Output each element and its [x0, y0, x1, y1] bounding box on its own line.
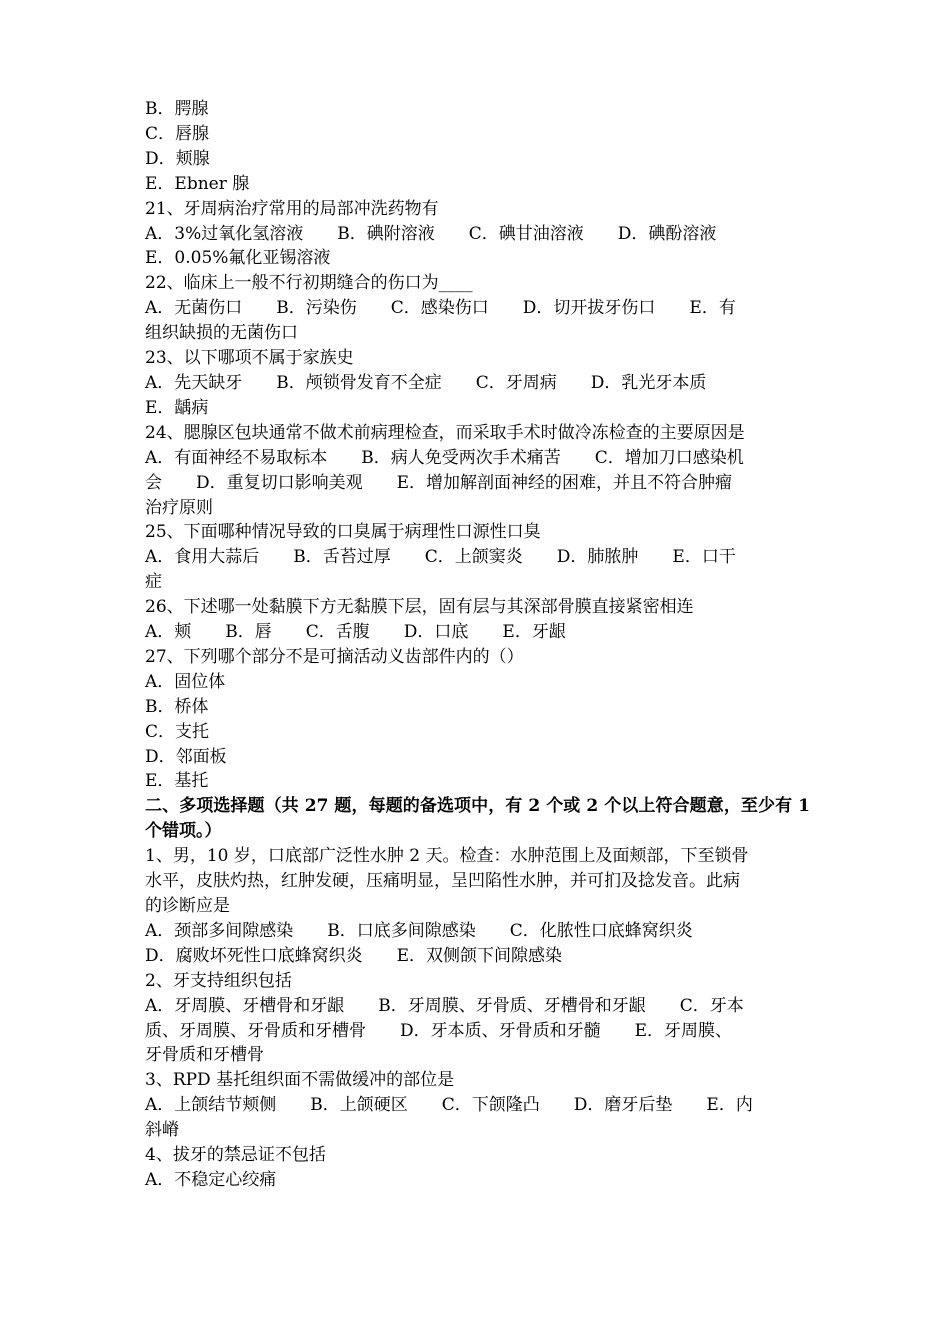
- section-heading: 二、多项选择题（共 27 题，每题的备选项中，有 2 个或 2 个以上符合题意，至少有 1 个错项。）: [145, 796, 810, 842]
- option-line: 质、牙周膜、牙骨质和牙槽骨 D．牙本质、牙骨质和牙髓 E．牙周膜、: [145, 1020, 733, 1041]
- question-line: 的诊断应是: [145, 896, 230, 916]
- option-line: 斜嵴: [145, 1120, 179, 1141]
- option-line: D．颊腺: [145, 148, 210, 169]
- option-line: A．食用大蒜后 B．舌苔过厚 C．上颌窦炎 D．肺脓肿 E．口干: [145, 547, 736, 568]
- question-line: 1、男，10 岁，口底部广泛性水肿 2 天。检查：水肿范围上及面颊部，下至锁骨: [145, 846, 749, 867]
- question-line: 26、下述哪一处黏膜下方无黏膜下层，固有层与其深部骨膜直接紧密相连: [145, 597, 694, 618]
- option-line: A．无菌伤口 B．污染伤 C．感染伤口 D．切开拔牙伤口 E．有: [145, 298, 736, 319]
- option-line: 症: [145, 572, 162, 593]
- option-line: A．不稳定心绞痛: [145, 1169, 277, 1190]
- option-line: A．3%过氧化氢溶液 B．碘附溶液 C．碘甘油溶液 D．碘酚溶液: [145, 223, 717, 244]
- question-line: 2、牙支持组织包括: [145, 970, 292, 991]
- option-line: B．桥体: [145, 696, 209, 717]
- question-line: 23、以下哪项不属于家族史: [145, 348, 354, 369]
- option-line: B．腭腺: [145, 99, 209, 119]
- option-line: 牙骨质和牙槽骨: [145, 1045, 264, 1066]
- option-line: D．邻面板: [145, 746, 227, 767]
- option-line: 会 D．重复切口影响美观 E．增加解剖面神经的困难，并且不符合肿瘤: [145, 472, 733, 493]
- question-line: 25、下面哪种情况导致的口臭属于病理性口源性口臭: [145, 522, 541, 543]
- option-line: E．0.05%氟化亚锡溶液: [145, 248, 331, 269]
- option-line: C．支托: [145, 721, 210, 742]
- question-line: 27、下列哪个部分不是可摘活动义齿部件内的（）: [145, 646, 524, 667]
- option-line: A．颈部多间隙感染 B．口底多间隙感染 C．化脓性口底蜂窝织炎: [145, 920, 693, 941]
- option-line: 组织缺损的无菌伤口: [145, 323, 298, 344]
- option-line: A．有面神经不易取标本 B．病人免受两次手术痛苦 C．增加刀口感染机: [145, 447, 744, 468]
- option-line: A．上颌结节颊侧 B．上颌硬区 C．下颌隆凸 D．磨牙后垫 E．内: [145, 1095, 753, 1116]
- option-line: E．龋病: [145, 397, 209, 418]
- document-page: [145, 97, 810, 1193]
- option-line: D．腐败坏死性口底蜂窝织炎 E．双侧颌下间隙感染: [145, 945, 563, 966]
- option-line: A．先天缺牙 B．颅锁骨发育不全症 C．牙周病 D．乳光牙本质: [145, 372, 707, 393]
- option-line: A．牙周膜、牙槽骨和牙龈 B．牙周膜、牙骨质、牙槽骨和牙龈 C．牙本: [145, 995, 744, 1016]
- question-line: 24、腮腺区包块通常不做术前病理检查，而采取手术时做冷冻检查的主要原因是: [145, 422, 745, 443]
- option-line: C．唇腺: [145, 123, 210, 144]
- question-line: 水平，皮肤灼热，红肿发硬，压痛明显，呈凹陷性水肿，并可扪及捻发音。此病: [145, 871, 740, 892]
- option-line: A．颊 B．唇 C．舌腹 D．口底 E．牙龈: [145, 622, 566, 643]
- option-line: 治疗原则: [145, 497, 213, 518]
- question-line: 3、RPD 基托组织面不需做缓冲的部位是: [145, 1070, 455, 1091]
- question-line: 21、牙周病治疗常用的局部冲洗药物有: [145, 198, 439, 219]
- option-line: E．基托: [145, 771, 209, 792]
- option-line: E．Ebner 腺: [145, 173, 250, 194]
- question-line: 22、临床上一般不行初期缝合的伤口为____: [145, 273, 473, 294]
- option-line: A．固位体: [145, 671, 226, 692]
- question-line: 4、拔牙的禁忌证不包括: [145, 1145, 326, 1166]
